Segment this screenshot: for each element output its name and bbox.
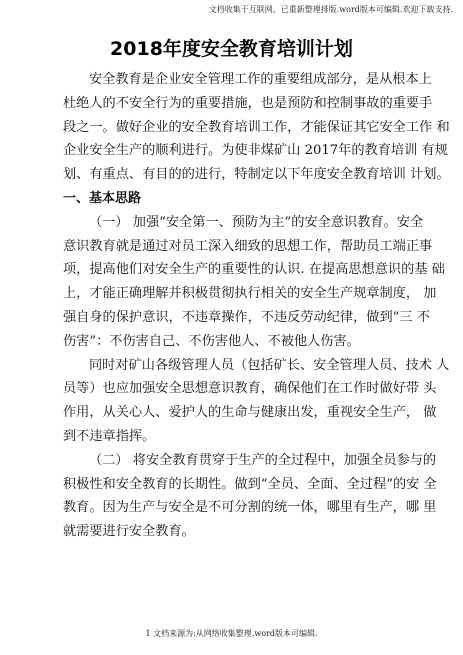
section-heading: 一、基本思路 [63,190,142,206]
text-line: 意识教育就是通过对员工深入细致的思想工作，帮助员工端正事 [63,238,433,254]
text-line: 段之一。做好企业的安全教育培训工作，才能保证其它安全工作 和 [63,119,450,135]
text-line: 到不违章指挥。 [63,428,156,444]
text-line: 伤害”：不伤害自己、不伤害他人、不被他人伤害。 [63,333,360,349]
text-line: 就需要进行安全教育。 [63,524,195,540]
text-line: 杜绝人的不安全行为的重要措施，也是预防和控制事故的重要手 [63,95,433,111]
text-line: 同时对矿山各级管理人员（包括矿长、安全管理人员、技术 人 [89,357,450,373]
text-line: 企业安全生产的顺利进行。为使非煤矿山 2017年的教育培训 有规 [63,143,448,159]
text-line: 教育。因为生产与安全是不可分割的统一体，哪里有生产，哪 里 [63,500,437,516]
text-line: 上，才能正确理解并积极贯彻执行相关的安全生产规章制度， 加 [63,286,437,302]
text-line: 作用，从关心人、爱护人的生命与健康出发，重视安全生产， 做 [63,405,437,421]
text-line: 安全教育是企业安全管理工作的重要组成部分，是从根本上 [89,72,432,87]
text-line: 项，提高他们对安全生产的重要性的认识. 在提高思想意识的基 础 [63,262,445,278]
text-line: 强自身的保护意识，不违章操作，不违反劳动纪律，做到“三 不 [63,309,430,325]
text-line: 员等）也应加强安全思想意识教育，确保他们在工作时做好带 头 [63,381,437,397]
text-line: 积极性和安全教育的长期性。做到“全员、全面、全过程”的安 全 [63,476,437,492]
text-line: （一） 加强“安全第一、预防为主”的安全意识教育。安全 [89,214,424,230]
document-title: 2018年度安全教育培训计划 [110,38,353,60]
footer-note: 1 文档来源为:从网络收集整理.word版本可编辑. [145,629,318,638]
document-body [63,68,450,544]
header-note: 文档收集于互联网，已重新整理排版.word版本可编辑.欢迎下载支持. [208,5,453,14]
text-line: （二） 将安全教育贯穿于生产的全过程中，加强全员参与的 [89,452,437,468]
text-line: 划、有重点、有目的的进行，特制定以下年度安全教育培训 计划。 [63,167,450,183]
